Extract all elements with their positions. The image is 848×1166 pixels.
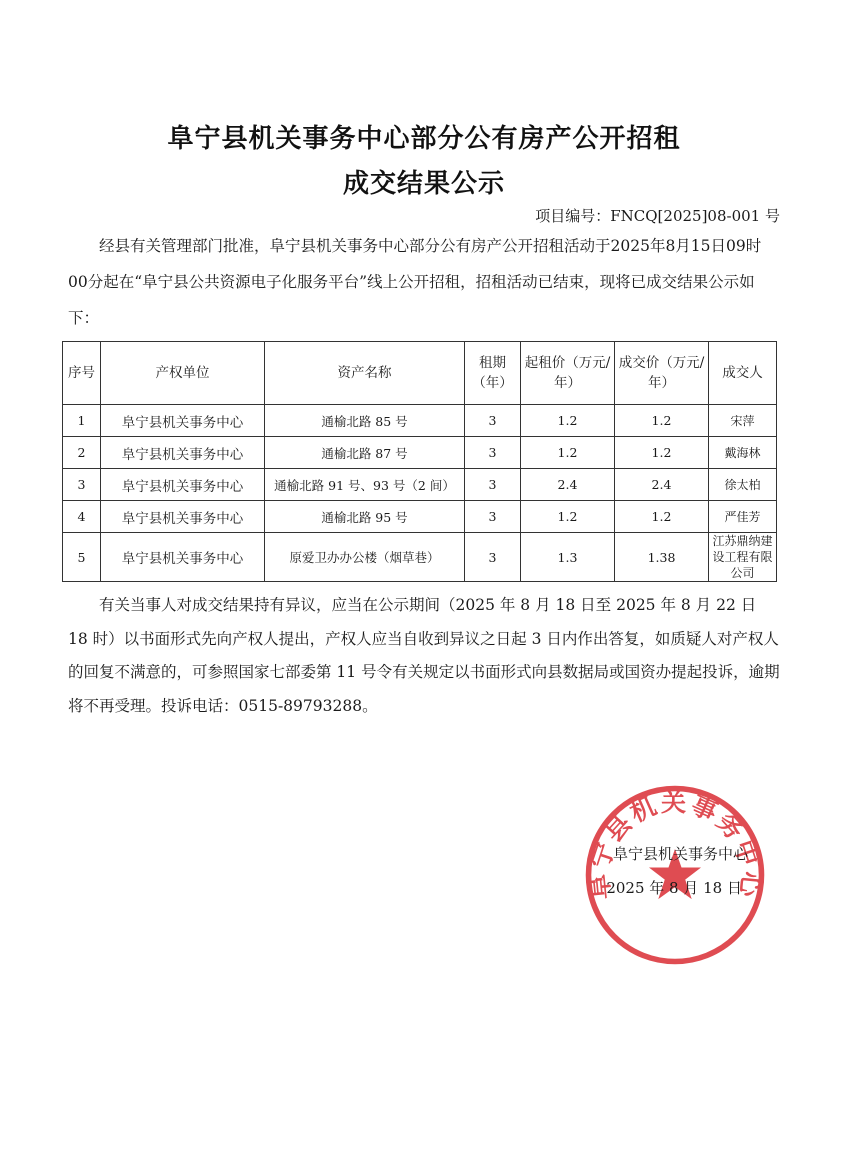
header-unit: 产权单位 xyxy=(101,342,265,405)
cell-term: 3 xyxy=(465,469,521,501)
cell-unit: 阜宁县机关事务中心 xyxy=(101,437,265,469)
results-table xyxy=(62,341,777,582)
signature-date: 2025 年 8 月 18 日 xyxy=(606,879,742,897)
cell-term: 3 xyxy=(465,533,521,582)
header-winner: 成交人 xyxy=(709,342,777,405)
cell-seq: 5 xyxy=(63,533,101,582)
cell-deal-price: 1.2 xyxy=(615,437,709,469)
cell-seq: 2 xyxy=(63,437,101,469)
objection-notice: 有关当事人对成交结果持有异议，应当在公示期间（2025 年 8 月 18 日至 2025 年 8 月 22 日 18 时）以书面形式先向产权人提出，产权人应当自收到异议之日起 3 日内作出答复，如质疑人对产权人的回复不满意的，可参照国家七部委第 11 号令有关规定以书面形式向县数据局或国资办提起投诉，逾期将不再受理。投诉电话：0515-89793288。 xyxy=(68,596,780,715)
cell-asset: 通榆北路 95 号 xyxy=(265,501,465,533)
header-term: 租期（年） xyxy=(465,342,521,405)
table-row xyxy=(63,437,777,469)
header-asset: 资产名称 xyxy=(265,342,465,405)
cell-winner: 徐太柏 xyxy=(709,469,777,501)
cell-asset: 通榆北路 91 号、93 号（2 间） xyxy=(265,469,465,501)
table-row xyxy=(63,469,777,501)
project-number: 项目编号：FNCQ[2025]08-001 号 xyxy=(535,207,780,225)
cell-unit: 阜宁县机关事务中心 xyxy=(101,469,265,501)
cell-unit: 阜宁县机关事务中心 xyxy=(101,405,265,437)
cell-seq: 1 xyxy=(63,405,101,437)
signature-organization: 阜宁县机关事务中心 xyxy=(612,845,748,863)
intro-paragraph: 经县有关管理部门批准，阜宁县机关事务中心部分公有房产公开招租活动于2025年8月15日09时00分起在“阜宁县公共资源电子化服务平台”线上公开招租，招租活动已结束，现将已成交结果公示如下： xyxy=(68,237,762,327)
cell-start-price: 1.2 xyxy=(521,437,615,469)
table-header-row xyxy=(63,342,777,405)
cell-unit: 阜宁县机关事务中心 xyxy=(101,533,265,582)
table-row xyxy=(63,533,777,582)
cell-winner: 宋萍 xyxy=(709,405,777,437)
document-subtitle: 成交结果公示 xyxy=(342,169,505,199)
cell-winner: 戴海林 xyxy=(709,437,777,469)
cell-deal-price: 1.38 xyxy=(615,533,709,582)
cell-start-price: 2.4 xyxy=(521,469,615,501)
cell-unit: 阜宁县机关事务中心 xyxy=(101,501,265,533)
cell-winner: 严佳芳 xyxy=(709,501,777,533)
table-row xyxy=(63,405,777,437)
cell-winner: 江苏鼎纳建设工程有限公司 xyxy=(709,533,777,582)
cell-asset: 原爱卫办办公楼（烟草巷） xyxy=(265,533,465,582)
header-seq: 序号 xyxy=(63,342,101,405)
cell-term: 3 xyxy=(465,437,521,469)
seal-text: 阜宁县机关事务中心 xyxy=(584,788,766,901)
official-seal-stamp xyxy=(582,782,768,968)
cell-deal-price: 1.2 xyxy=(615,405,709,437)
cell-start-price: 1.2 xyxy=(521,501,615,533)
header-start-price: 起租价（万元/年） xyxy=(521,342,615,405)
cell-start-price: 1.2 xyxy=(521,405,615,437)
cell-deal-price: 1.2 xyxy=(615,501,709,533)
document-title: 阜宁县机关事务中心部分公有房产公开招租 xyxy=(167,124,681,154)
cell-term: 3 xyxy=(465,501,521,533)
cell-seq: 4 xyxy=(63,501,101,533)
cell-start-price: 1.3 xyxy=(521,533,615,582)
cell-asset: 通榆北路 87 号 xyxy=(265,437,465,469)
header-deal-price: 成交价（万元/年） xyxy=(615,342,709,405)
cell-asset: 通榆北路 85 号 xyxy=(265,405,465,437)
cell-term: 3 xyxy=(465,405,521,437)
table-row xyxy=(63,501,777,533)
cell-seq: 3 xyxy=(63,469,101,501)
cell-deal-price: 2.4 xyxy=(615,469,709,501)
